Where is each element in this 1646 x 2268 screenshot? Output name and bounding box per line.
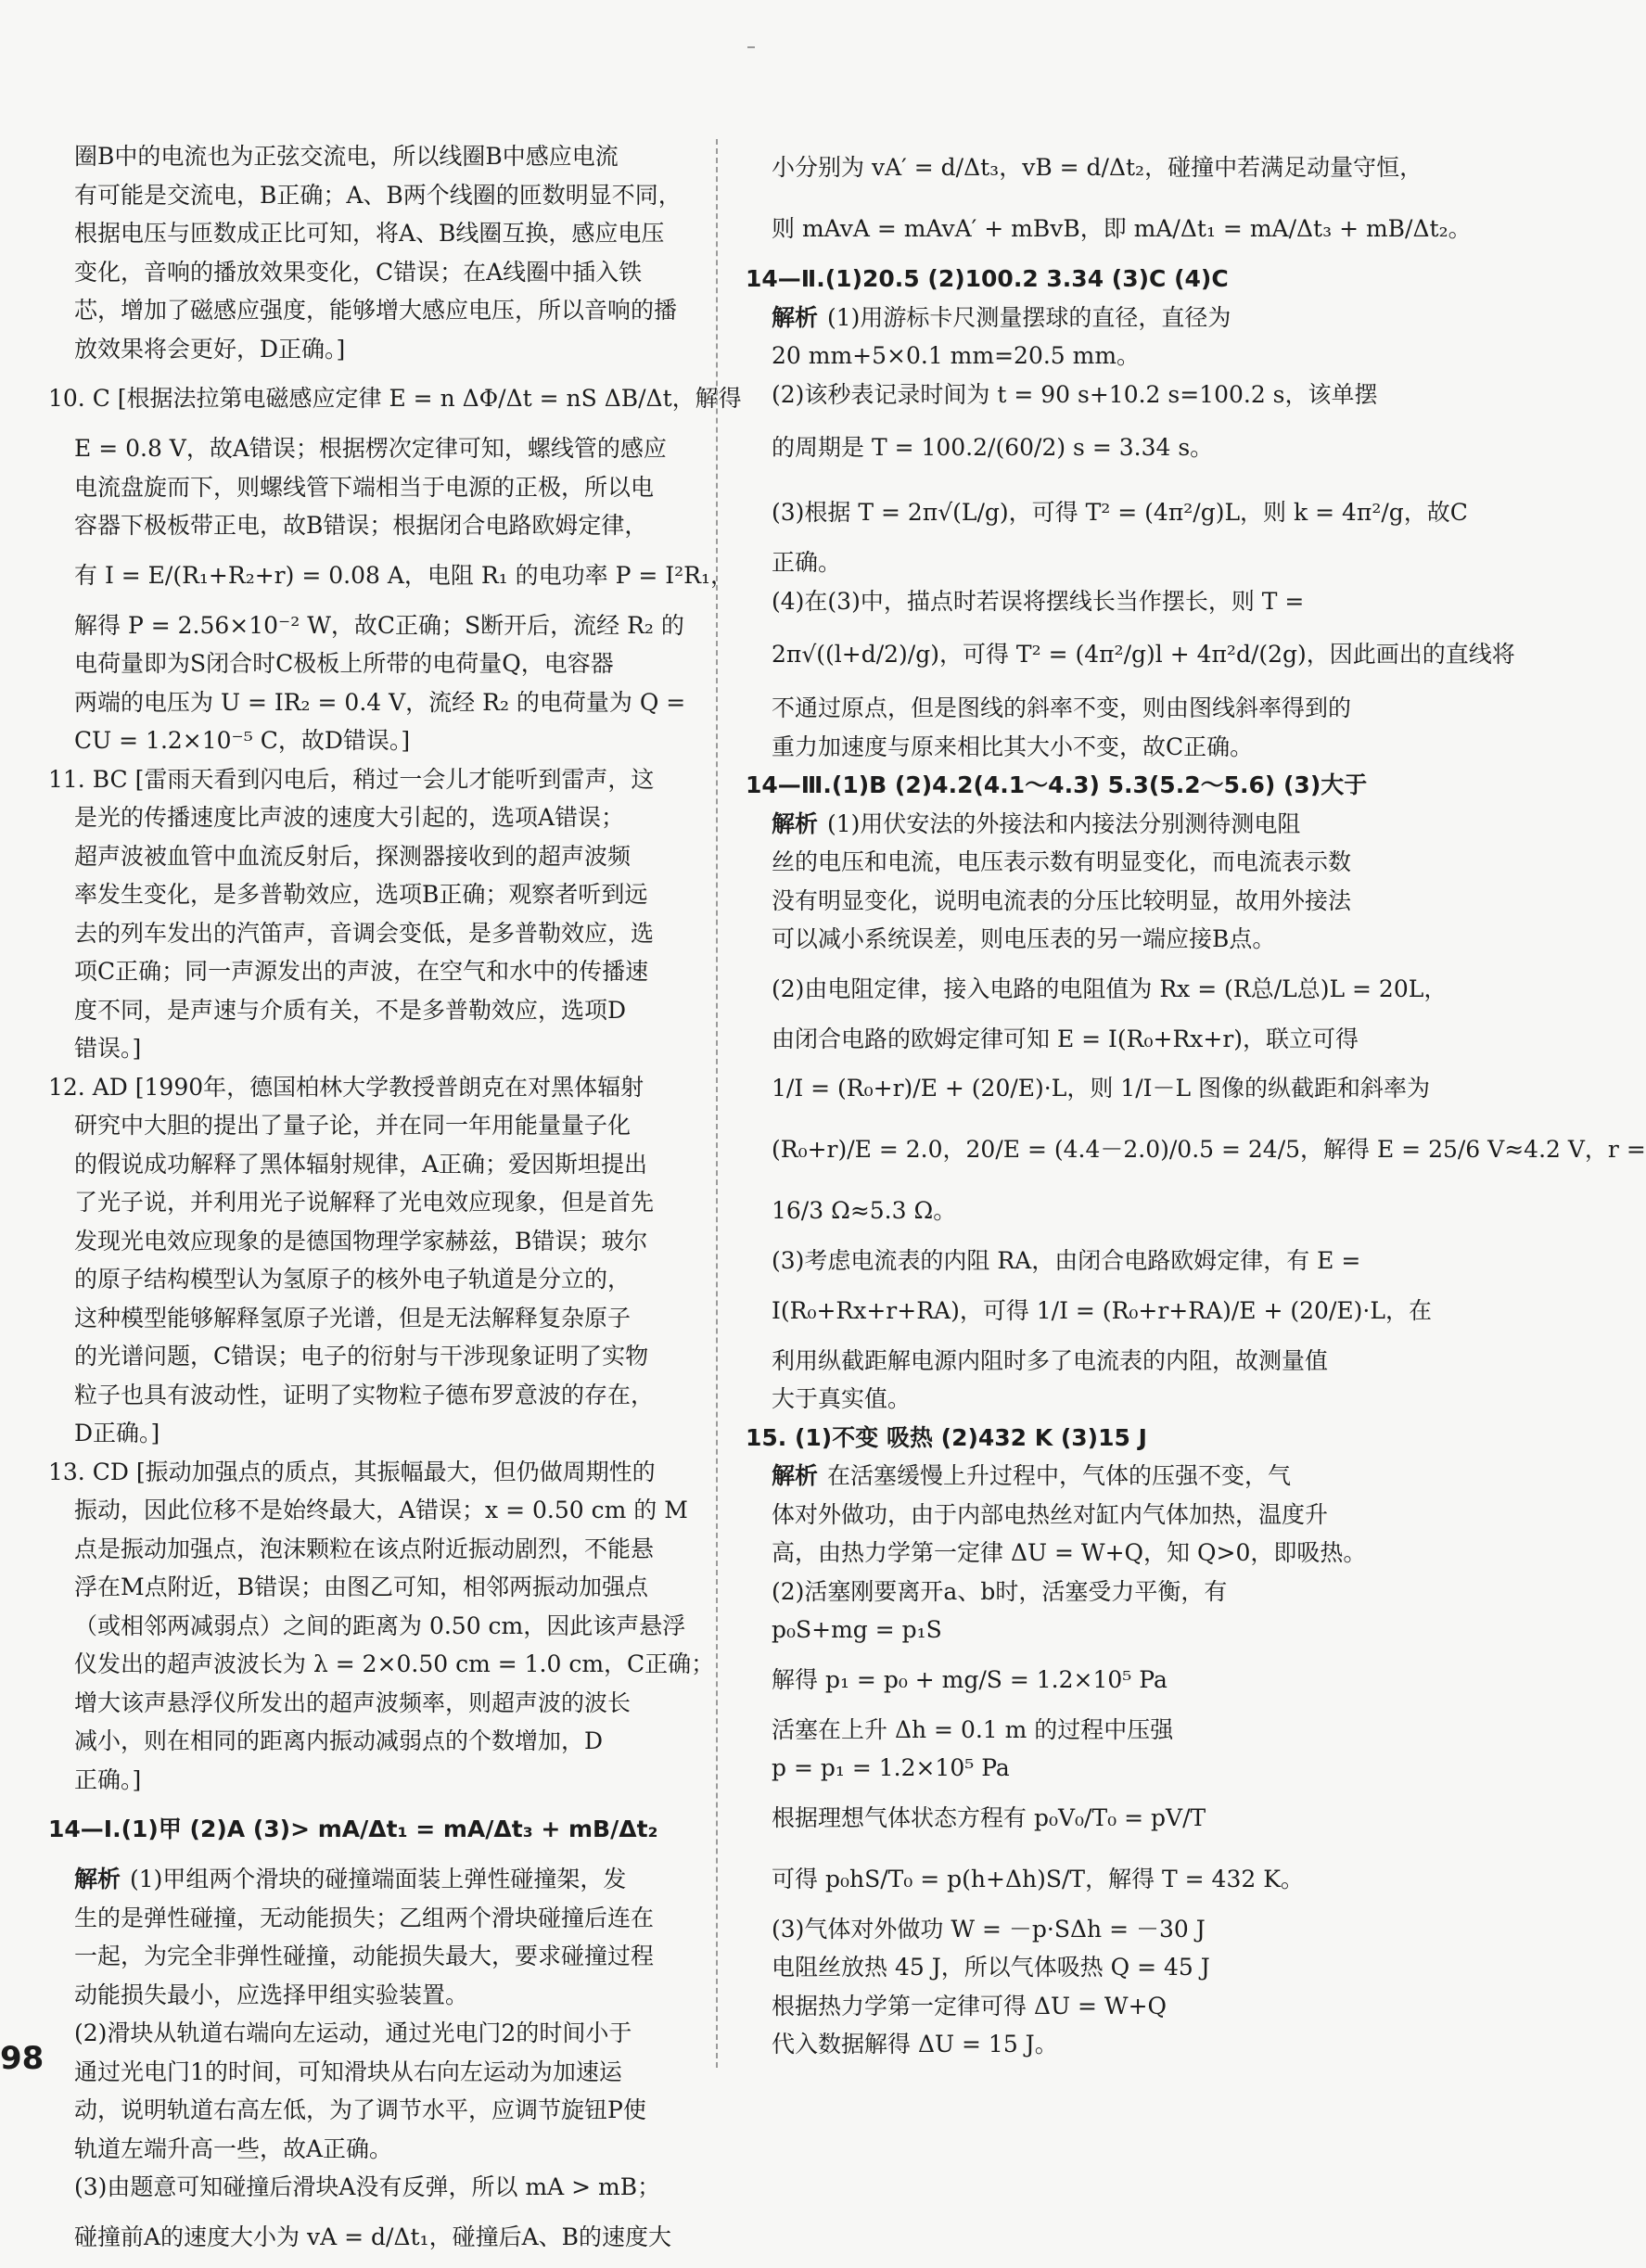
line-text: 14—Ⅱ.(1)20.5 (2)100.2 3.34 (3)C (4)C — [746, 265, 1229, 292]
text-line — [746, 482, 1468, 543]
line-text: 12. AD [1990年，德国柏林大学教授普朗克在对黑体辐射 — [48, 1073, 644, 1101]
line-text: 可以减小系统误差，则电压表的另一端应接B点。 — [772, 925, 1276, 952]
line-text: 解得 p₁ = p₀ + mg/S = 1.2×10⁵ Pa — [772, 1665, 1168, 1693]
text-line — [48, 1145, 688, 1184]
line-text: 研究中大胆的提出了量子论，并在同一年用能量量子化 — [74, 1112, 632, 1139]
text-line — [48, 2168, 688, 2207]
line-text: (4)在(3)中，描点时若误将摆线长当作摆长，则 T = — [772, 587, 1305, 615]
line-text: 10. C [根据法拉第电磁感应定律 E = n ΔΦ/Δt = nS ΔB/Δt，解得 — [48, 385, 742, 412]
text-line — [48, 1260, 688, 1299]
line-text: （或相邻两减弱点）之间的距离为 0.50 cm，因此该声悬浮 — [74, 1612, 686, 1639]
text-line — [746, 1419, 1395, 1458]
line-text: (1)甲组两个滑块的碰撞端面装上弹性碰撞架，发 — [130, 1866, 627, 1892]
text-line — [746, 1987, 1395, 2026]
text-line — [746, 805, 1395, 844]
text-line — [48, 952, 688, 991]
text-line — [746, 1281, 1432, 1342]
line-text: 有可能是交流电，B正确；A、B两个线圈的匝数明显不同， — [74, 181, 682, 209]
text-line — [746, 843, 1395, 882]
text-line — [48, 1491, 688, 1530]
text-line — [48, 506, 688, 545]
text-line — [48, 1453, 688, 1492]
text-line — [746, 1711, 1395, 1750]
line-text: I(R₀+Rx+r+RA)，可得 1/I = (R₀+r+RA)/E + (20/E)·L，在 — [772, 1296, 1432, 1324]
line-text: 利用纵截距解电源内阻时多了电流表的内阻，故测量值 — [772, 1346, 1329, 1374]
line-text: 15. (1)不变 吸热 (2)432 K (3)15 J — [746, 1423, 1147, 1451]
line-text: 浮在M点附近，B错误；由图乙可知，相邻两振动加强点 — [74, 1574, 648, 1600]
text-line — [746, 260, 1395, 299]
text-line — [48, 1414, 688, 1453]
analysis-label: 解析 — [74, 1866, 121, 1892]
text-line — [746, 728, 1395, 767]
analysis-label: 解析 — [772, 809, 819, 837]
text-line — [48, 760, 688, 799]
top-mark — [747, 46, 755, 52]
line-text: 有 I = E/(R₁+R₂+r) = 0.08 A，电阻 R₁ 的电功率 P = I²R₁， — [74, 561, 734, 589]
line-text: (2)活塞刚要离开a、b时，活塞受力平衡，有 — [772, 1577, 1228, 1605]
text-line — [48, 253, 688, 292]
text-line — [746, 337, 1395, 376]
text-line — [48, 1568, 688, 1607]
text-line — [48, 914, 688, 953]
text-line — [746, 766, 1395, 805]
line-text: 根据理想气体状态方程有 p₀V₀/T₀ = pV/T — [772, 1803, 1206, 1831]
line-text: 14—Ⅰ.(1)甲 (2)A (3)> mA/Δt₁ = mA/Δt₃ + mB/Δt₂ — [48, 1816, 658, 1842]
text-line — [746, 2025, 1395, 2064]
line-text: 通过光电门1的时间，可知滑块从右向左运动为加速运 — [74, 2058, 622, 2085]
line-text: 体对外做功，由于内部电热丝对缸内气体加热，温度升 — [772, 1500, 1329, 1528]
line-text: 的周期是 T = 100.2/(60/2) s = 3.34 s。 — [772, 434, 1214, 461]
line-text: (3)气体对外做功 W = －p·SΔh = －30 J — [772, 1915, 1206, 1943]
line-text: 解得 P = 2.56×10⁻² W，故C正确；S断开后，流经 R₂ 的 — [74, 611, 684, 639]
line-text: 丝的电压和电流，电压表示数有明显变化，而电流表示数 — [772, 848, 1352, 875]
text-line — [746, 689, 1395, 728]
text-line — [746, 1342, 1395, 1381]
line-text: (2)由电阻定律，接入电路的电阻值为 Rx = (R总/L总)L = 20L， — [772, 975, 1448, 1002]
line-text: 代入数据解得 ΔU = 15 J。 — [772, 2031, 1058, 2058]
line-text: (1)用游标卡尺测量摆球的直径，直径为 — [827, 303, 1231, 331]
text-line — [48, 683, 688, 722]
line-text: 振动，因此位移不是始终最大，A错误；x = 0.50 cm 的 M — [74, 1497, 688, 1523]
text-line — [48, 1799, 688, 1860]
line-text: 仪发出的超声波波长为 λ = 2×0.50 cm = 1.0 cm，C正确； — [74, 1650, 715, 1677]
text-line — [746, 620, 1515, 689]
text-line — [48, 1645, 715, 1684]
text-line — [746, 376, 1395, 414]
line-text: (R₀+r)/E = 2.0，20/E = (4.4－2.0)/0.5 = 24/5，解得 E = 25/6 V≈4.2 V，r = — [772, 1136, 1646, 1163]
line-text: 超声波被血管中血流反射后，探测器接收到的超声波频 — [74, 842, 632, 870]
line-text: 是光的传播速度比声波的速度大引起的，选项A错误； — [74, 804, 625, 831]
text-line — [48, 837, 688, 876]
text-line — [48, 1299, 688, 1338]
text-line — [48, 468, 688, 507]
line-text: (3)根据 T = 2π√(L/g)，可得 T² = (4π²/g)L，则 k = 4π²/g，故C — [772, 499, 1468, 526]
line-text: 13. CD [振动加强点的质点，其振幅最大，但仍做周期性的 — [48, 1458, 656, 1485]
text-line — [48, 875, 688, 914]
text-line — [48, 1899, 688, 1938]
line-text: 大于真实值。 — [772, 1385, 912, 1412]
text-line — [746, 920, 1395, 959]
line-text: 两端的电压为 U = IR₂ = 0.4 V，流经 R₂ 的电荷量为 Q = — [74, 688, 686, 716]
text-line — [48, 606, 688, 645]
text-line — [746, 1457, 1395, 1496]
text-line — [746, 198, 1472, 260]
line-text: 的原子结构模型认为氢原子的核外电子轨道是分立的， — [74, 1266, 632, 1293]
text-line — [48, 1029, 688, 1068]
text-line — [48, 1761, 688, 1800]
line-text: 的光谱问题，C错误；电子的衍射与干涉现象证明了实物 — [74, 1343, 649, 1370]
line-text: 一起，为完全非弹性碰撞，动能损失最大，要求碰撞过程 — [74, 1943, 655, 1969]
text-line — [48, 644, 688, 683]
text-line — [48, 1684, 688, 1723]
column-divider — [716, 139, 718, 2068]
line-text: 点是振动加强点，泡沫颗粒在该点附近振动剧烈，不能悬 — [74, 1535, 655, 1562]
line-text: 的假说成功解释了黑体辐射规律，A正确；爱因斯坦提出 — [74, 1150, 648, 1178]
line-text: 20 mm+5×0.1 mm=20.5 mm。 — [772, 342, 1141, 369]
line-text: 可得 p₀hS/T₀ = p(h+Δh)S/T，解得 T = 432 K。 — [772, 1865, 1304, 1892]
line-text: CU = 1.2×10⁻⁵ C，故D错误。] — [74, 727, 411, 754]
text-line — [746, 1910, 1395, 1949]
text-line — [746, 959, 1448, 1020]
text-line — [48, 1530, 688, 1569]
line-text: (3)考虑电流表的内阻 RA，由闭合电路欧姆定律，有 E = — [772, 1247, 1361, 1274]
line-text: 根据电压与匝数成正比可知，将A、B线圈互换，感应电压 — [74, 220, 665, 247]
line-text: (3)由题意可知碰撞后滑块A没有反弹，所以 mA > mB； — [74, 2173, 661, 2200]
line-text: 增大该声悬浮仪所发出的超声波频率，则超声波的波长 — [74, 1688, 632, 1716]
text-line — [746, 1058, 1431, 1119]
text-line — [746, 582, 1395, 621]
line-text: p = p₁ = 1.2×10⁵ Pa — [772, 1754, 1010, 1781]
line-text: 碰撞前A的速度大小为 vA = d/Δt₁，碰撞后A、B的速度大 — [74, 2223, 671, 2250]
line-text: D正确。] — [74, 1420, 160, 1446]
text-line — [746, 137, 1423, 198]
text-line — [48, 2207, 688, 2268]
line-text: E = 0.8 V，故A错误；根据楞次定律可知，螺线管的感应 — [74, 435, 667, 462]
line-text: (1)用伏安法的外接法和内接法分别测待测电阻 — [827, 809, 1301, 837]
text-line — [746, 1573, 1395, 1612]
line-text: 圈B中的电流也为正弦交流电，所以线圈B中感应电流 — [74, 143, 619, 170]
text-line — [746, 1749, 1395, 1788]
text-line — [48, 1607, 688, 1646]
line-text: 错误。] — [74, 1035, 142, 1062]
text-line — [746, 543, 1395, 582]
line-text: p₀S+mg = p₁S — [772, 1616, 942, 1643]
line-text: 14—Ⅲ.(1)B (2)4.2(4.1～4.3) 5.3(5.2～5.6) (3)大于 — [746, 771, 1368, 798]
analysis-label: 解析 — [772, 1462, 819, 1489]
page-number: 98 — [0, 2040, 45, 2077]
line-text: 芯，增加了磁感应强度，能够增大感应电压，所以音响的播 — [74, 297, 678, 324]
text-line — [746, 1020, 1395, 1059]
text-line — [48, 214, 688, 253]
line-text: 11. BC [雷雨天看到闪电后，稍过一会儿才能听到雷声，这 — [48, 765, 655, 793]
line-text: 了光子说，并利用光子说解释了光电效应现象，但是首先 — [74, 1189, 655, 1216]
line-text: 高，由热力学第一定律 ΔU = W+Q，知 Q>0，即吸热。 — [772, 1539, 1367, 1566]
line-text: 活塞在上升 Δh = 0.1 m 的过程中压强 — [772, 1715, 1174, 1743]
text-line — [48, 1222, 688, 1261]
line-text: 不通过原点，但是图线的斜率不变，则由图线斜率得到的 — [772, 694, 1352, 721]
text-line — [48, 1722, 688, 1761]
text-line — [48, 1183, 688, 1222]
text-line — [48, 330, 688, 369]
text-line — [48, 1337, 688, 1376]
line-text: 放效果将会更好，D正确。] — [74, 335, 346, 363]
line-text: 粒子也具有波动性，证明了实物粒子德布罗意波的存在， — [74, 1381, 655, 1408]
line-text: 1/I = (R₀+r)/E + (20/E)·L，则 1/I－L 图像的纵截距和斜率为 — [772, 1075, 1431, 1102]
text-line — [48, 2091, 688, 2130]
analysis-label: 解析 — [772, 303, 819, 331]
text-line — [746, 882, 1395, 921]
text-line — [48, 2130, 688, 2169]
text-line — [746, 1611, 1395, 1650]
text-line — [746, 1180, 1395, 1242]
text-line — [48, 137, 688, 176]
text-line — [746, 1119, 1646, 1180]
text-line — [48, 291, 688, 330]
line-text: 去的列车发出的汽笛声，音调会变低，是多普勒效应，选 — [74, 919, 655, 947]
line-text: 动，说明轨道右高左低，为了调节水平，应调节旋钮P使 — [74, 2096, 646, 2123]
text-line — [746, 1242, 1395, 1281]
line-text: 在活塞缓慢上升过程中，气体的压强不变，气 — [827, 1462, 1292, 1489]
text-line — [746, 1496, 1395, 1535]
line-text: 项C正确；同一声源发出的声波，在空气和水中的传播速 — [74, 958, 649, 985]
line-text: 没有明显变化，说明电流表的分压比较明显，故用外接法 — [772, 886, 1352, 914]
line-text: 正确。] — [74, 1765, 142, 1793]
line-text: 16/3 Ω≈5.3 Ω。 — [772, 1197, 957, 1224]
text-line — [746, 1534, 1395, 1573]
line-text: 根据热力学第一定律可得 ΔU = W+Q — [772, 1992, 1168, 2020]
text-line — [746, 1948, 1395, 1987]
line-text: 重力加速度与原来相比其大小不变，故C正确。 — [772, 733, 1254, 760]
text-line — [48, 991, 688, 1030]
text-line — [746, 1380, 1395, 1419]
text-line — [48, 1068, 688, 1107]
text-line — [48, 176, 688, 215]
line-text: 电阻丝放热 45 J，所以气体吸热 Q = 45 J — [772, 1954, 1210, 1981]
line-text: 生的是弹性碰撞，无动能损失；乙组两个滑块碰撞后连在 — [74, 1904, 655, 1931]
line-text: 电流盘旋而下，则螺线管下端相当于电源的正极，所以电 — [74, 473, 655, 501]
line-text: 电荷量即为S闭合时C极板上所带的电荷量Q，电容器 — [74, 650, 614, 677]
text-line — [48, 1937, 688, 1976]
line-text: 减小，则在相同的距离内振动减弱点的个数增加，D — [74, 1727, 604, 1754]
text-line — [746, 299, 1395, 338]
line-text: 轨道左端升高一些，故A正确。 — [74, 2134, 393, 2162]
line-text: (2)该秒表记录时间为 t = 90 s+10.2 s=100.2 s，该单摆 — [772, 380, 1378, 408]
line-text: 这种模型能够解释氢原子光谱，但是无法解释复杂原子 — [74, 1304, 632, 1331]
line-text: 度不同，是声速与介质有关，不是多普勒效应，选项D — [74, 996, 627, 1024]
line-text: 发现光电效应现象的是德国物理学家赫兹，B错误；玻尔 — [74, 1227, 648, 1255]
text-line — [48, 2014, 688, 2053]
line-text: 容器下极板带正电，故B错误；根据闭合电路欧姆定律， — [74, 512, 648, 539]
line-text: 正确。 — [772, 549, 842, 576]
text-line — [48, 1106, 688, 1145]
text-line — [48, 2053, 688, 2092]
line-text: 则 mAvA = mAvA′ + mBvB，即 mA/Δt₁ = mA/Δt₃ + mB/Δt₂。 — [772, 215, 1472, 242]
text-line — [746, 1650, 1395, 1711]
text-line — [48, 429, 688, 468]
line-text: 动能损失最小，应选择甲组实验装置。 — [74, 1981, 469, 2008]
text-line — [48, 1860, 688, 1899]
text-line — [48, 1376, 688, 1415]
text-line — [48, 545, 734, 606]
left-column — [48, 137, 742, 2268]
line-text: 变化，音响的播放效果变化，C错误；在A线圈中插入铁 — [74, 258, 643, 286]
text-line — [48, 368, 742, 429]
text-line — [746, 414, 1395, 482]
line-text: 率发生变化，是多普勒效应，选项B正确；观察者听到远 — [74, 881, 648, 908]
line-text: (2)滑块从轨道右端向左运动，通过光电门2的时间小于 — [74, 2020, 632, 2046]
right-column — [746, 137, 1646, 2064]
text-line — [48, 1976, 688, 2015]
text-line — [48, 798, 688, 837]
text-line — [48, 721, 688, 760]
line-text: 2π√((l+d/2)/g)，可得 T² = (4π²/g)l + 4π²d/(2g)，因此画出的直线将 — [772, 641, 1515, 668]
text-line — [746, 1849, 1395, 1910]
text-line — [746, 1788, 1395, 1849]
line-text: 小分别为 vA′ = d/Δt₃，vB = d/Δt₂，碰撞中若满足动量守恒， — [772, 154, 1423, 181]
line-text: 由闭合电路的欧姆定律可知 E = I(R₀+Rx+r)，联立可得 — [772, 1025, 1359, 1052]
